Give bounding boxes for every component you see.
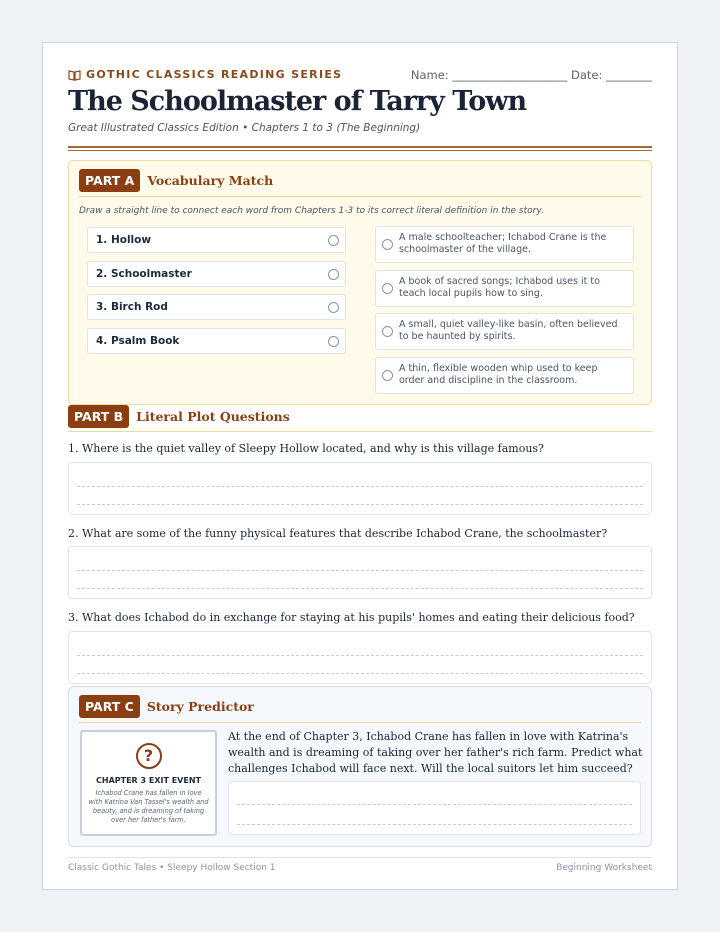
- vocab-word-label: 2. Schoolmaster: [96, 268, 192, 280]
- footer-right: Beginning Worksheet: [556, 863, 652, 873]
- exit-event-card: [80, 730, 217, 836]
- series-text: GOTHIC CLASSICS READING SERIES: [86, 68, 343, 81]
- footer-rule: [68, 857, 652, 858]
- question-2: 2. What are some of the funny physical features that describe Ichabod Crane, the schoolmaster?: [68, 527, 608, 540]
- part-a-vocabulary: [68, 160, 652, 405]
- match-dot[interactable]: [382, 370, 393, 381]
- header-rule-thin: [68, 150, 652, 151]
- vocab-word: [87, 227, 346, 253]
- vocab-definition: [375, 270, 634, 307]
- part-a-header: [79, 171, 641, 197]
- exit-event-text: Ichabod Crane has fallen in love with Katrina Van Tassel's wealth and beauty, and is dreaming of taking over her father's farm.: [88, 789, 209, 824]
- answer-line: [77, 588, 643, 589]
- vocab-word: [87, 294, 346, 320]
- answer-line: [77, 655, 643, 656]
- answer-line: [77, 504, 643, 505]
- vocab-word-label: 3. Birch Rod: [96, 301, 168, 313]
- page-subtitle: Great Illustrated Classics Edition • Chapters 1 to 3 (The Beginning): [68, 122, 421, 134]
- prediction-prompt: At the end of Chapter 3, Ichabod Crane has fallen in love with Katrina's wealth and is dreaming of taking over her father's rich farm. Predict what challenges Ichabod will face next. Will the local suitors let him succeed?: [228, 730, 643, 775]
- exit-event-title: CHAPTER 3 EXIT EVENT: [96, 776, 201, 785]
- vocab-definition: [375, 313, 634, 350]
- part-c-title: Story Predictor: [146, 699, 254, 714]
- answer-box-2[interactable]: [68, 546, 652, 599]
- match-dot[interactable]: [382, 283, 393, 294]
- match-dot[interactable]: [382, 326, 393, 337]
- question-1: 1. Where is the quiet valley of Sleepy Hollow located, and why is this village famous?: [68, 442, 544, 455]
- answer-box-1[interactable]: [68, 462, 652, 515]
- question-3: 3. What does Ichabod do in exchange for staying at his pupils' homes and eating their delicious food?: [68, 611, 635, 624]
- match-dot[interactable]: [328, 336, 339, 347]
- page-title: The Schoolmaster of Tarry Town: [68, 86, 527, 117]
- match-dot[interactable]: [328, 235, 339, 246]
- vocab-definition-text: A book of sacred songs; Ichabod uses it to teach local pupils how to sing.: [399, 276, 600, 299]
- prediction-answer-box[interactable]: [228, 781, 641, 835]
- answer-line: [77, 570, 643, 571]
- vocab-definition-text: A thin, flexible wooden whip used to keep order and discipline in the classroom.: [399, 363, 598, 386]
- footer-left: Classic Gothic Tales • Sleepy Hollow Section 1: [68, 863, 276, 873]
- part-a-badge: PART A: [79, 169, 140, 192]
- question-mark-icon: ?: [136, 743, 162, 769]
- answer-line: [237, 804, 632, 805]
- name-date-fields[interactable]: Name: ____________________ Date: ________: [410, 68, 652, 82]
- vocab-definition-text: A small, quiet valley-like basin, often believed to be haunted by spirits.: [399, 319, 618, 342]
- series-label: [68, 68, 342, 81]
- part-a-instruction: Draw a straight line to connect each word from Chapters 1-3 to its correct literal definition in the story.: [79, 206, 544, 216]
- answer-line: [77, 486, 643, 487]
- part-c-predictor: [68, 686, 652, 847]
- part-c-header: [79, 697, 641, 723]
- part-b-badge: PART B: [68, 405, 129, 428]
- worksheet-page: [42, 42, 678, 890]
- part-b-header: [68, 406, 652, 432]
- part-c-badge: PART C: [79, 695, 140, 718]
- part-a-title: Vocabulary Match: [147, 173, 274, 188]
- answer-line: [77, 673, 643, 674]
- match-dot[interactable]: [328, 302, 339, 313]
- part-b-title: Literal Plot Questions: [136, 409, 290, 424]
- open-book-icon: [68, 69, 81, 81]
- header-rule: [68, 146, 652, 148]
- vocab-definition: [375, 226, 634, 263]
- match-dot[interactable]: [328, 269, 339, 280]
- answer-line: [237, 824, 632, 825]
- vocab-word: [87, 261, 346, 287]
- vocab-definition: [375, 357, 634, 394]
- vocab-word-label: 1. Hollow: [96, 234, 152, 246]
- vocab-definition-text: A male schoolteacher; Ichabod Crane is the schoolmaster of the village.: [399, 232, 607, 255]
- vocab-word: [87, 328, 346, 354]
- answer-box-3[interactable]: [68, 631, 652, 684]
- match-dot[interactable]: [382, 239, 393, 250]
- vocab-word-label: 4. Psalm Book: [96, 335, 180, 347]
